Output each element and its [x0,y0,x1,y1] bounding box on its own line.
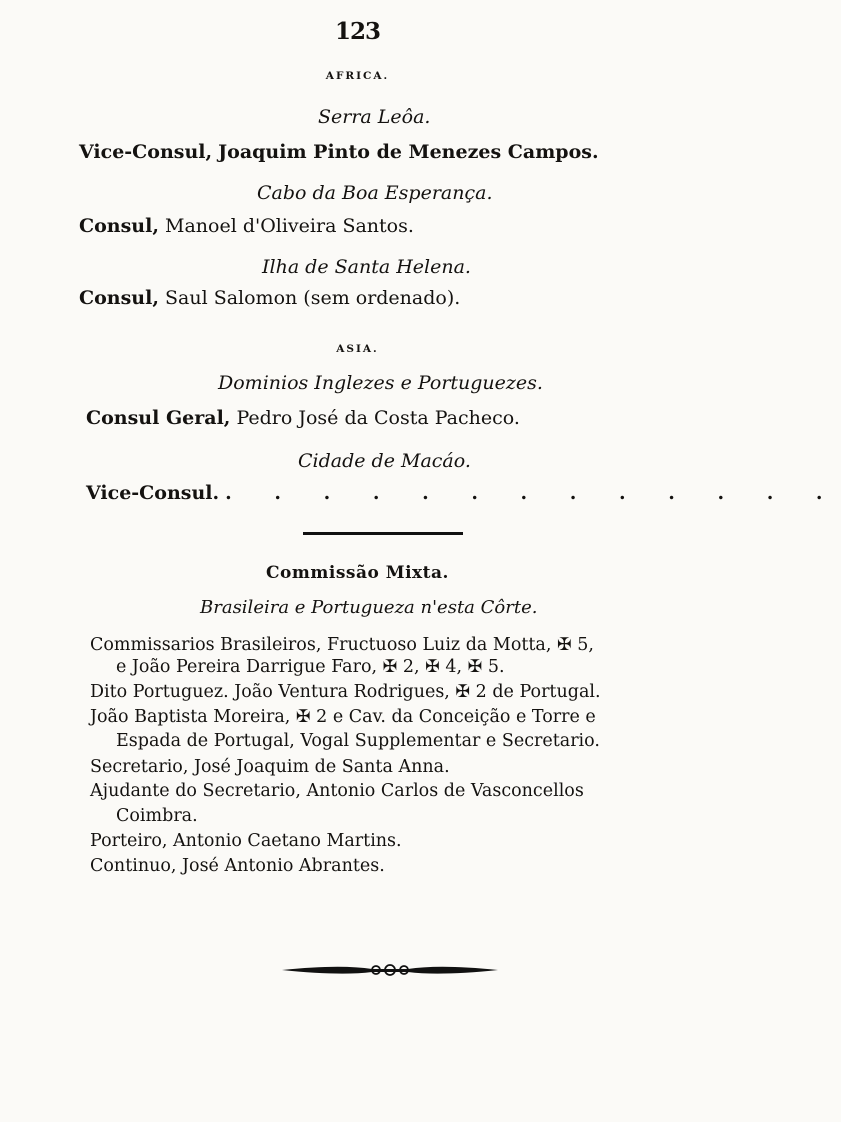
entry-line [79,215,414,237]
section-heading-africa: AFRICA. [325,70,390,82]
entry-role: Vice-Consul, [79,141,213,163]
commission-line: Espada de Portugal, Vogal Supplementar e Secretario. [116,731,600,751]
commission-line: e João Pereira Darrigue Faro, ✠ 2, ✠ 4, ✠ 5. [116,657,505,677]
entry-holder: Manoel d'Oliveira Santos. [165,215,414,237]
commission-subtitle: Brasileira e Portugueza n'esta Côrte. [200,597,538,618]
place-title: Dominios Inglezes e Portuguezes. [218,372,543,394]
commission-line: Porteiro, Antonio Caetano Martins. [90,831,402,851]
entry-line [79,287,460,309]
entry-line [86,482,841,504]
commission-line: Coimbra. [116,806,198,826]
section-divider [303,532,463,535]
commission-line: Secretario, José Joaquim de Santa Anna. [90,757,450,777]
entry-holder: Joaquim Pinto de Menezes Campos. [218,141,599,163]
commission-line: Ajudante do Secretario, Antonio Carlos de Vasconcellos [90,781,584,801]
commission-line: Commissarios Brasileiros, Fructuoso Luiz da Motta, ✠ 5, [90,635,594,655]
entry-role: Consul Geral, [86,407,231,429]
commission-line: Dito Portuguez. João Ventura Rodrigues, ✠ 2 de Portugal. [90,682,601,702]
commission-title: Commissão Mixta. [266,563,449,583]
commission-line: João Baptista Moreira, ✠ 2 e Cav. da Conceição e Torre e [90,707,596,727]
leader-dots: . . . . . . . . . . . . . [225,482,841,504]
place-title: Serra Leôa. [318,106,431,128]
entry-role: Consul, [79,215,159,237]
entry-line [86,407,520,429]
end-ornament [280,958,500,982]
entry-role: Vice-Consul. [86,482,220,504]
entry-role: Consul, [79,287,159,309]
place-title: Cabo da Boa Esperança. [257,182,493,204]
place-title: Cidade de Macáo. [298,450,471,472]
place-title: Ilha de Santa Helena. [262,256,471,278]
section-heading-asia: ASIA. [336,343,379,355]
entry-holder: Pedro José da Costa Pacheco. [236,407,520,429]
entry-holder: Saul Salomon (sem ordenado). [165,287,461,309]
commission-line: Continuo, José Antonio Abrantes. [90,856,385,876]
entry-line [79,141,599,163]
page-number: 123 [334,18,380,45]
